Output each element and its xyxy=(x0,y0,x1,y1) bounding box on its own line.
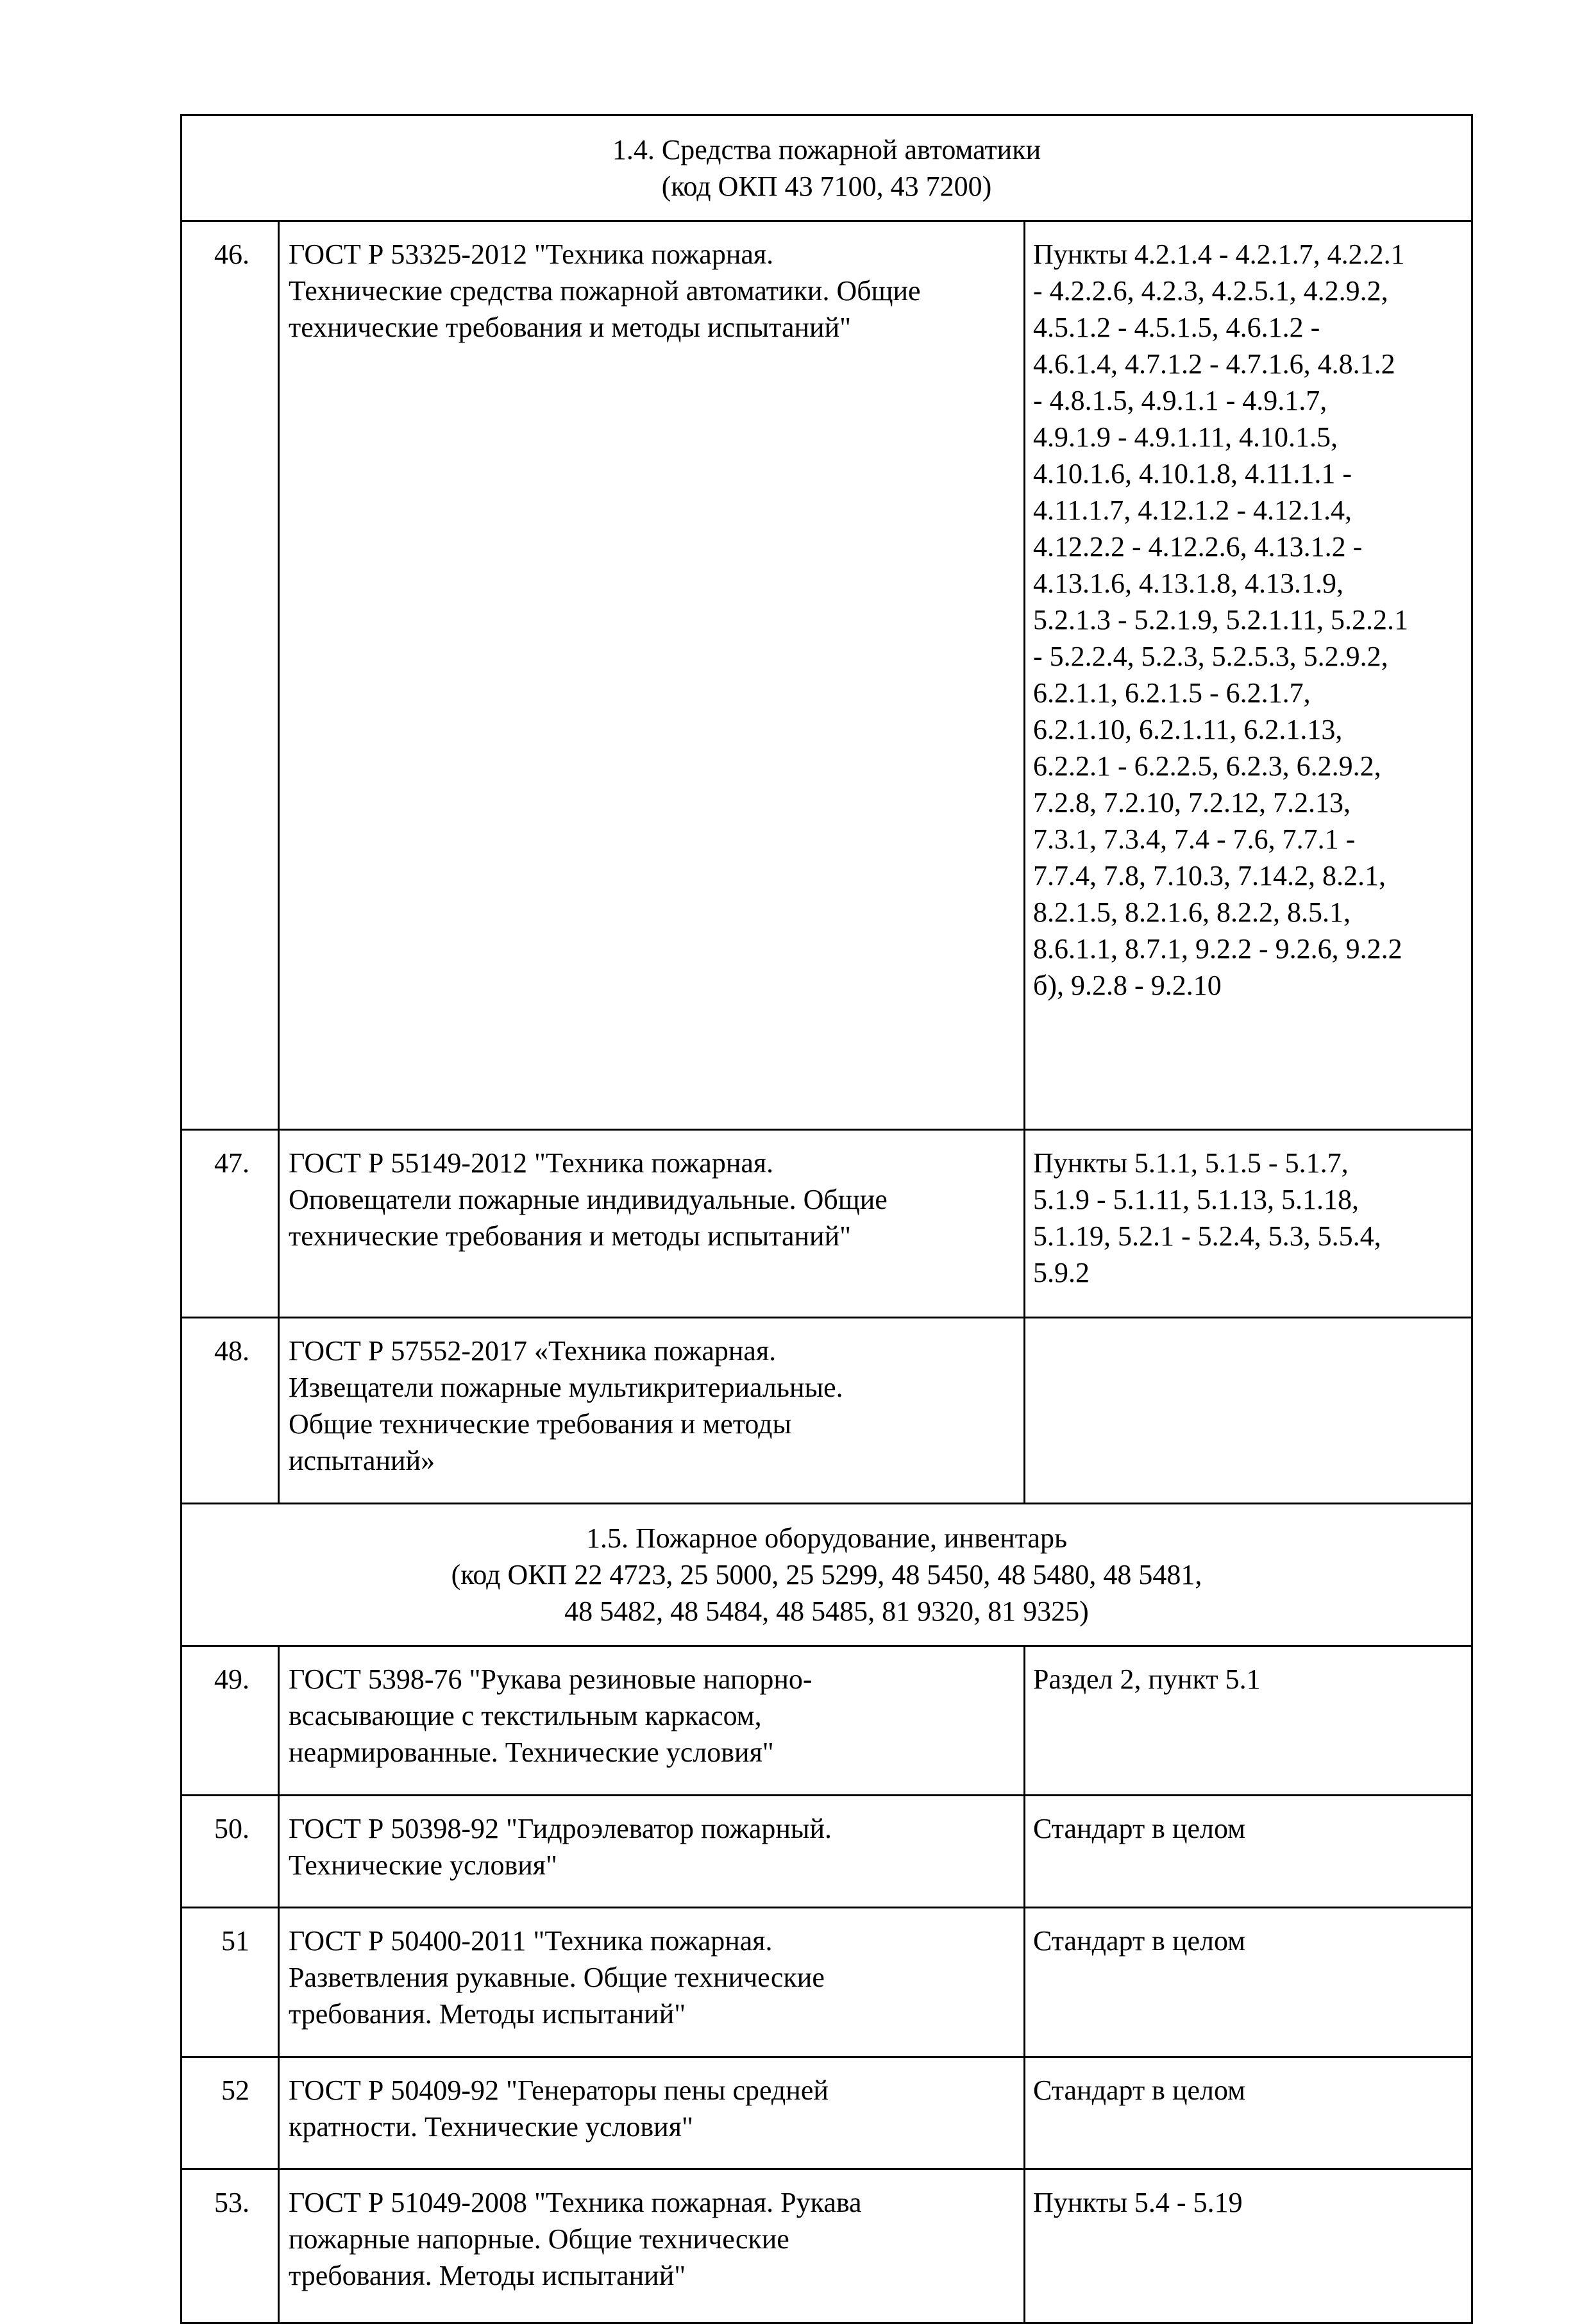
document-name-line: технические требования и методы испытаний" xyxy=(289,1220,852,1252)
document-name-line: ГОСТ 5398-76 "Рукава резиновые напорно- xyxy=(289,1663,812,1695)
section-title-line: 1.4. Средства пожарной автоматики xyxy=(612,134,1041,165)
points-line: Раздел 2, пункт 5.1 xyxy=(1033,1663,1261,1695)
document-name-line: ГОСТ Р 50398-92 "Гидроэлеватор пожарный. xyxy=(289,1813,832,1844)
points-line: 4.5.1.2 - 4.5.1.5, 4.6.1.2 - xyxy=(1033,312,1320,343)
points-line: 5.9.2 xyxy=(1033,1257,1090,1288)
applicable-points xyxy=(1025,1908,1472,2057)
document-name-line: пожарные напорные. Общие технические xyxy=(289,2223,789,2255)
points-line: Пункты 5.1.1, 5.1.5 - 5.1.7, xyxy=(1033,1147,1349,1179)
document-name-line: ГОСТ Р 50409-92 "Генераторы пены средней xyxy=(289,2075,829,2106)
points-line: 4.6.1.4, 4.7.1.2 - 4.7.1.6, 4.8.1.2 xyxy=(1033,348,1395,380)
points-line: 6.2.2.1 - 6.2.2.5, 6.2.3, 6.2.9.2, xyxy=(1033,750,1381,782)
document-name-line: кратности. Технические условия" xyxy=(289,2111,693,2143)
points-line: 4.12.2.2 - 4.12.2.6, 4.13.1.2 - xyxy=(1033,531,1363,562)
table-row xyxy=(181,1318,1472,1504)
document-name-line: технические требования и методы испытаний" xyxy=(289,312,852,343)
document-name-line: Разветвления рукавные. Общие технические xyxy=(289,1962,825,1993)
points-line: Стандарт в целом xyxy=(1033,2075,1245,2106)
table-row xyxy=(181,221,1472,1130)
points-line: - 4.8.1.5, 4.9.1.1 - 4.9.1.7, xyxy=(1033,385,1327,416)
points-line: 7.3.1, 7.3.4, 7.4 - 7.6, 7.7.1 - xyxy=(1033,823,1356,855)
section-title-line: (код ОКП 43 7100, 43 7200) xyxy=(661,171,992,202)
applicable-points xyxy=(1025,1130,1472,1318)
section-title xyxy=(181,115,1472,221)
document-name-line: ГОСТ Р 57552-2017 «Техника пожарная. xyxy=(289,1335,777,1367)
table-row xyxy=(181,1130,1472,1318)
document-name xyxy=(279,1318,1025,1504)
applicable-points xyxy=(1025,2169,1472,2323)
points-line: 8.6.1.1, 8.7.1, 9.2.2 - 9.2.6, 9.2.2 xyxy=(1033,933,1402,964)
document-name-line: ГОСТ Р 50400-2011 "Техника пожарная. xyxy=(289,1925,773,1957)
applicable-points xyxy=(1025,1796,1472,1908)
points-line: Пункты 5.4 - 5.19 xyxy=(1033,2187,1243,2218)
row-number: 53. xyxy=(181,2169,279,2323)
points-line: 4.9.1.9 - 4.9.1.11, 4.10.1.5, xyxy=(1033,421,1338,453)
document-name-line: требования. Методы испытаний" xyxy=(289,1998,686,2030)
document-name-line: Технические условия" xyxy=(289,1849,557,1881)
points-line: 4.13.1.6, 4.13.1.8, 4.13.1.9, xyxy=(1033,568,1343,599)
section-header-row xyxy=(181,1504,1472,1646)
points-line: - 5.2.2.4, 5.2.3, 5.2.5.3, 5.2.9.2, xyxy=(1033,641,1388,672)
points-line: 8.2.1.5, 8.2.1.6, 8.2.2, 8.5.1, xyxy=(1033,897,1351,928)
document-name-line: испытаний» xyxy=(289,1445,435,1476)
document-name-line: неармированные. Технические условия" xyxy=(289,1737,774,1768)
document-name-line: ГОСТ Р 55149-2012 "Техника пожарная. xyxy=(289,1147,774,1179)
table-row xyxy=(181,1646,1472,1796)
row-number: 51 xyxy=(181,1908,279,2057)
document-name-line: Технические средства пожарной автоматики. Общие xyxy=(289,275,921,307)
document-name xyxy=(279,2057,1025,2169)
document-name xyxy=(279,221,1025,1130)
document-name xyxy=(279,1646,1025,1796)
row-number: 50. xyxy=(181,1796,279,1908)
table-row xyxy=(181,2169,1472,2323)
applicable-points xyxy=(1025,221,1472,1130)
section-header-row xyxy=(181,115,1472,221)
document-name-line: всасывающие с текстильным каркасом, xyxy=(289,1700,762,1731)
points-line: 7.2.8, 7.2.10, 7.2.12, 7.2.13, xyxy=(1033,787,1351,818)
row-number: 52 xyxy=(181,2057,279,2169)
points-line: 4.10.1.6, 4.10.1.8, 4.11.1.1 - xyxy=(1033,458,1352,489)
points-line: 5.1.9 - 5.1.11, 5.1.13, 5.1.18, xyxy=(1033,1184,1360,1215)
applicable-points xyxy=(1025,1646,1472,1796)
document-name xyxy=(279,1796,1025,1908)
row-number: 47. xyxy=(181,1130,279,1318)
document-name-line: Оповещатели пожарные индивидуальные. Общие xyxy=(289,1184,888,1215)
points-line: Стандарт в целом xyxy=(1033,1813,1245,1844)
document-name-line: требования. Методы испытаний" xyxy=(289,2260,686,2291)
section-title-line: (код ОКП 22 4723, 25 5000, 25 5299, 48 5450, 48 5480, 48 5481, xyxy=(451,1559,1202,1590)
applicable-points xyxy=(1025,2057,1472,2169)
document-name-line: Извещатели пожарные мультикритериальные. xyxy=(289,1372,843,1403)
document-name-line: ГОСТ Р 51049-2008 "Техника пожарная. Рукава xyxy=(289,2187,862,2218)
points-line: Стандарт в целом xyxy=(1033,1925,1245,1957)
table-row xyxy=(181,1908,1472,2057)
section-title-line: 1.5. Пожарное оборудование, инвентарь xyxy=(585,1522,1068,1554)
table-row xyxy=(181,1796,1472,1908)
standards-table xyxy=(180,114,1473,2324)
document-name-line: Общие технические требования и методы xyxy=(289,1408,792,1440)
points-line: 4.11.1.7, 4.12.1.2 - 4.12.1.4, xyxy=(1033,494,1352,526)
section-title-line: 48 5482, 48 5484, 48 5485, 81 9320, 81 9325) xyxy=(564,1596,1089,1627)
row-number: 48. xyxy=(181,1318,279,1504)
row-number: 46. xyxy=(181,221,279,1130)
points-line: 6.2.1.10, 6.2.1.11, 6.2.1.13, xyxy=(1033,714,1343,745)
points-line: б), 9.2.8 - 9.2.10 xyxy=(1033,970,1222,1001)
document-name xyxy=(279,1908,1025,2057)
points-line: 5.2.1.3 - 5.2.1.9, 5.2.1.11, 5.2.2.1 xyxy=(1033,604,1409,636)
applicable-points xyxy=(1025,1318,1472,1504)
points-line: - 4.2.2.6, 4.2.3, 4.2.5.1, 4.2.9.2, xyxy=(1033,275,1388,307)
document-name-line: ГОСТ Р 53325-2012 "Техника пожарная. xyxy=(289,239,774,270)
points-line: 6.2.1.1, 6.2.1.5 - 6.2.1.7, xyxy=(1033,677,1311,709)
document-name xyxy=(279,2169,1025,2323)
row-number: 49. xyxy=(181,1646,279,1796)
points-line: 5.1.19, 5.2.1 - 5.2.4, 5.3, 5.5.4, xyxy=(1033,1220,1381,1252)
points-line: 7.7.4, 7.8, 7.10.3, 7.14.2, 8.2.1, xyxy=(1033,860,1386,891)
points-line: Пункты 4.2.1.4 - 4.2.1.7, 4.2.2.1 xyxy=(1033,239,1405,270)
section-title xyxy=(181,1504,1472,1646)
document-name xyxy=(279,1130,1025,1318)
table-row xyxy=(181,2057,1472,2169)
